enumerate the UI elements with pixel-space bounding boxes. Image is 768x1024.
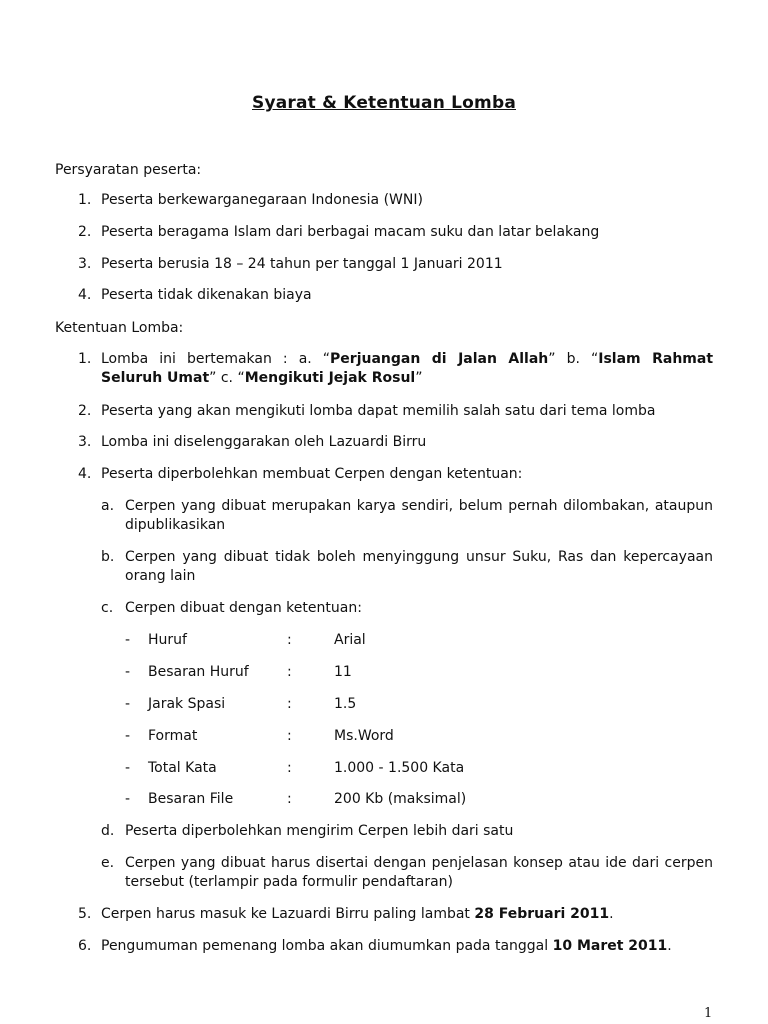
spec-dash: - (125, 728, 131, 744)
tema-line-2 (101, 368, 422, 388)
sublist-letter: c. (101, 600, 114, 616)
tema-b-cont: Seluruh Umat (101, 370, 210, 386)
spec-dash: - (125, 696, 131, 712)
spec-label: Jarak Spasi (148, 696, 226, 712)
page-number: 1 (704, 1006, 713, 1021)
sublist-letter: e. (101, 855, 115, 871)
spec-dash: - (125, 760, 131, 776)
list-number: 6. (78, 938, 92, 954)
spec-label: Format (148, 728, 198, 744)
tema-c: Mengikuti Jejak Rosul (244, 370, 416, 386)
announcement-text: Pengumuman pemenang lomba akan diumumkan pada tanggal (101, 938, 553, 954)
list-number: 4. (78, 466, 92, 482)
sublist-item-cont: dipublikasikan (125, 517, 226, 533)
spec-dash: - (125, 632, 131, 648)
sublist-item-cont: orang lain (125, 568, 196, 584)
sentence-end: . (667, 938, 672, 954)
deadline-text: Cerpen harus masuk ke Lazuardi Birru paling lambat (101, 906, 475, 922)
spec-colon: : (287, 791, 292, 807)
spec-dash: - (125, 664, 131, 680)
list-item: Peserta tidak dikenakan biaya (101, 287, 312, 303)
list-item (101, 904, 614, 924)
spec-colon: : (287, 664, 292, 680)
tema-a: Perjuangan di Jalan Allah (330, 351, 549, 367)
spec-colon: : (287, 632, 292, 648)
deadline-date: 28 Februari 2011 (474, 906, 610, 922)
list-item: Lomba ini diselenggarakan oleh Lazuardi Birru (101, 434, 427, 450)
spec-value: Ms.Word (334, 728, 394, 744)
spec-colon: : (287, 760, 292, 776)
list-item: Peserta berusia 18 – 24 tahun per tanggal 1 Januari 2011 (101, 256, 503, 272)
spec-label: Huruf (148, 632, 187, 648)
list-item: Peserta beragama Islam dari berbagai macam suku dan latar belakang (101, 224, 600, 240)
sublist-letter: a. (101, 498, 115, 514)
sublist-item: Peserta diperbolehkan mengirim Cerpen lebih dari satu (125, 823, 514, 839)
list-item: Peserta yang akan mengikuti lomba dapat memilih salah satu dari tema lomba (101, 403, 656, 419)
list-item: Peserta diperbolehkan membuat Cerpen dengan ketentuan: (101, 466, 523, 482)
list-number: 2. (78, 403, 92, 419)
spec-value: 200 Kb (maksimal) (334, 791, 467, 807)
spec-value: 1.000 - 1.500 Kata (334, 760, 465, 776)
ketentuan-heading: Ketentuan Lomba: (55, 320, 184, 336)
sublist-letter: d. (101, 823, 115, 839)
tema-prefix: Lomba ini bertemakan : a. “ (101, 351, 331, 367)
tema-sep: ” b. “ (548, 351, 599, 367)
spec-value: Arial (334, 632, 366, 648)
sublist-item: Cerpen yang dibuat merupakan karya sendiri, belum pernah dilombakan, ataupun (125, 498, 713, 514)
list-number: 5. (78, 906, 92, 922)
list-number: 3. (78, 434, 92, 450)
spec-dash: - (125, 791, 131, 807)
list-number: 2. (78, 224, 92, 240)
list-number: 4. (78, 287, 92, 303)
tema-line-1 (101, 349, 713, 369)
tema-suffix: ” (415, 370, 423, 386)
tema-sep: ” c. “ (209, 370, 245, 386)
list-number: 3. (78, 256, 92, 272)
persyaratan-heading: Persyaratan peserta: (55, 162, 202, 178)
announcement-date: 10 Maret 2011 (552, 938, 668, 954)
spec-label: Total Kata (148, 760, 217, 776)
spec-label: Besaran File (148, 791, 234, 807)
tema-b: Islam Rahmat (598, 351, 714, 367)
sublist-item-cont: tersebut (terlampir pada formulir pendaftaran) (125, 874, 454, 890)
document-title: Syarat & Ketentuan Lomba (252, 93, 516, 113)
sublist-letter: b. (101, 549, 115, 565)
sentence-end: . (609, 906, 614, 922)
spec-label: Besaran Huruf (148, 664, 249, 680)
list-number: 1. (78, 192, 92, 208)
spec-value: 1.5 (334, 696, 357, 712)
list-item: Peserta berkewarganegaraan Indonesia (WNI) (101, 192, 423, 208)
list-item (101, 936, 672, 956)
sublist-item: Cerpen yang dibuat tidak boleh menyinggung unsur Suku, Ras dan kepercayaan (125, 549, 713, 565)
spec-value: 11 (334, 664, 352, 680)
sublist-item: Cerpen yang dibuat harus disertai dengan penjelasan konsep atau ide dari cerpen (125, 855, 713, 871)
spec-colon: : (287, 728, 292, 744)
spec-colon: : (287, 696, 292, 712)
list-number: 1. (78, 351, 92, 367)
sublist-item: Cerpen dibuat dengan ketentuan: (125, 600, 362, 616)
